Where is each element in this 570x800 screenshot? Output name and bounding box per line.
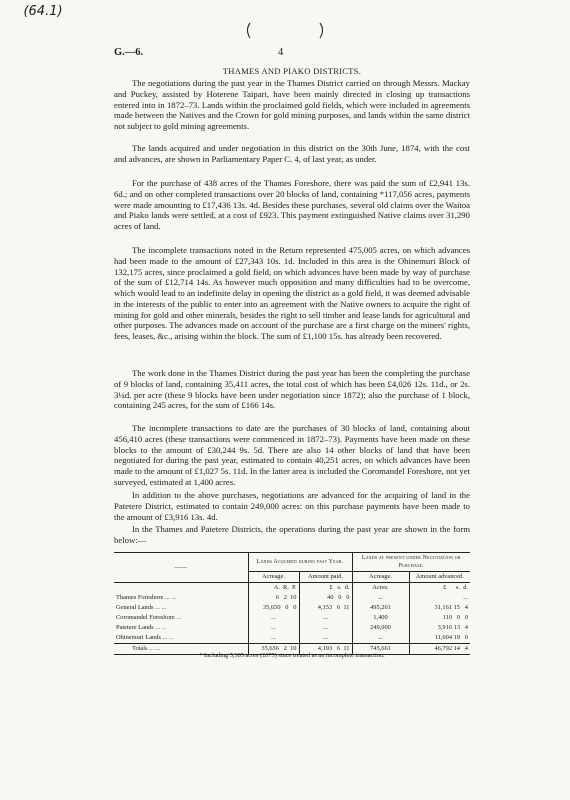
cell-amount-paid: 40 0 0 bbox=[299, 593, 352, 603]
col-amount-paid: Amount paid. bbox=[299, 572, 352, 583]
cell-amount-advanced: ... bbox=[463, 594, 468, 601]
total-acreage: 35,656 2 10 bbox=[248, 644, 299, 655]
totals-label: Totals bbox=[132, 645, 148, 652]
cell-amount-advanced: 110 0 0 bbox=[442, 614, 468, 621]
header-lands-acquired: Lands Acquired during past Year. bbox=[248, 553, 352, 572]
unit-arp: A. R. P. bbox=[248, 583, 299, 594]
handwritten-page-mark bbox=[242, 18, 328, 42]
col-amount-advanced: Amount advanced. bbox=[409, 572, 470, 583]
cell-amount-paid: ... bbox=[299, 613, 352, 623]
row-label: Patetere Lands bbox=[116, 624, 154, 631]
col-acreage: Acreage. bbox=[248, 572, 299, 583]
table-row bbox=[114, 613, 470, 623]
footnote: * Including 5,305 acres (£675) since treated as an incomplete transaction. bbox=[199, 652, 385, 659]
cell-amount-paid: 4,153 6 11 bbox=[299, 603, 352, 613]
cell-amount-advanced: 3,916 13 4 bbox=[437, 624, 468, 631]
row-leader-dots: ... ... bbox=[155, 624, 167, 631]
handwritten-page-number: (64.1) bbox=[23, 4, 63, 19]
section-heading: THAMES AND PIAKO DISTRICTS. bbox=[222, 66, 362, 76]
row-label: Ohinemuri Lands bbox=[116, 634, 161, 641]
cell-amount-advanced: 31,161 15 4 bbox=[434, 604, 468, 611]
total-amount-advanced: 46,792 14 4 bbox=[409, 644, 470, 655]
paragraph-foreshore-purchase: For the purchase of 438 acres of the Thames Foreshore, there was paid the sum of £2,941 13s. 6d.; and on other completed transactions over 20 blocks of land, containing *117,056 acres, payments were made amounting to £17,436 13s. 4d. Besides these purchases, several old claims over the Waitoa and Piako lands were settled, at a cost of £923. This payment extinguished Native claims over 31,290 acres of land. bbox=[114, 178, 470, 231]
unit-lsd: £ s. d. bbox=[299, 583, 352, 594]
paragraph-incomplete-transactions: The incomplete transactions noted in the Return represented 475,005 acres, on which advances had been made to the amount of £27,343 10s. 1d. Included in this area is the Ohinemuri Block of 132,175 acres, since proclaimed a gold field, on which advances have been made by way of purchase of the sum of £12,714 14s. As however much opposition and many difficulties had to be overcome, which would lead to an indefinite delay in opening the district as a gold field, it was deemed advisable in the interests of the public to enter into an agreement with the Native owners to acquire the right of mining for gold and other minerals, besides the right to sell timber and lease lands for agricultural and other purposes. The advances made on account of the purchase are a first charge on the miners' rights, fees, leases, &c., arising within the block. The sum of £1,100 15s. has already been recovered. bbox=[114, 245, 470, 341]
table-group-header-row bbox=[114, 553, 470, 572]
cell-acreage: ... bbox=[248, 623, 299, 633]
page-number: 4 bbox=[278, 47, 284, 58]
cell-amount-paid: ... bbox=[299, 623, 352, 633]
cell-acreage-negotiation: ... bbox=[352, 593, 409, 603]
cell-acreage: ... bbox=[248, 633, 299, 644]
cell-acreage: 35,650 0 0 bbox=[248, 603, 299, 613]
cell-acreage-negotiation: ... bbox=[352, 633, 409, 644]
paragraph-negotiations: The negotiations during the past year in the Thames District carried on through Messrs. Mackay and Puckey, assisted by Hoterene Taipari, have been mainly directed in closing up transactions entered into in 1872–73. Lands within the proclaimed gold fields, which were included in agreements made between the Natives and the Crown for gold mining purposes, and lands within the same district not subject to gold mining agreements. bbox=[114, 78, 470, 131]
total-acreage-negotiation: 745,661 bbox=[352, 644, 409, 655]
paragraph-work-done: The work done in the Thames District during the past year has been the completing the purchase of 9 blocks of land, containing 35,411 acres, the total cost of which has been £4,026 12s. 11d., or 2s. 3¼d. per acre (these 9 blocks have been under negotiation since 1872); also the purchase of 1 block, containing 245 acres, for the sum of £166 14s. bbox=[114, 368, 470, 411]
row-leader-dots: ... bbox=[171, 594, 177, 601]
row-leader-dots: ... ... bbox=[162, 634, 174, 641]
units-row bbox=[114, 583, 470, 594]
header-under-negotiation: Lands at present under Negotiation or Purchase. bbox=[352, 553, 470, 572]
paper-reference: G.—6. bbox=[114, 47, 144, 58]
total-amount-paid: 4,193 6 11 bbox=[299, 644, 352, 655]
paragraph-incomplete-to-date: The incomplete transactions to date are the purchases of 30 blocks of land, containing about 456,410 acres (these transactions were commenced in 1872–73). Payments have been made on these blocks to the amount of £30,244 9s. 5d. There are also 14 other blocks of land that have been negotiated for during the past year, estimated to contain 40,251 acres, on which advances have been made to the amount of £1,027 5s. 11d. In the latter area is included the Coromandel Foreshore, not yet surveyed, estimated at 1,400 acres. bbox=[114, 423, 470, 487]
paragraph-form-intro: In the Thames and Patetere Districts, the operations during the past year are shown in the form below:— bbox=[114, 524, 470, 545]
cell-amount-advanced: 11,604 19 0 bbox=[434, 634, 468, 641]
row-label: Coromandel Foreshore bbox=[116, 614, 175, 621]
cell-acreage: ... bbox=[248, 613, 299, 623]
table-row bbox=[114, 633, 470, 644]
paragraph-patetere: In addition to the above purchases, negotiations are advanced for the acquiring of land in the Patetere District, estimated to contain 249,000 acres: on this purchase payments have been made to the amount of £3,916 13s. 4d. bbox=[114, 490, 470, 522]
operations-table bbox=[114, 552, 470, 655]
cell-amount-paid: ... bbox=[299, 633, 352, 644]
table-row bbox=[114, 603, 470, 613]
col-acreage-negotiation: Acreage. bbox=[352, 572, 409, 583]
row-leader-dots: ... bbox=[176, 614, 182, 621]
table-row bbox=[114, 623, 470, 633]
unit-lsd-advanced: £ s. d. bbox=[443, 584, 468, 591]
unit-acres: Acres. bbox=[352, 583, 409, 594]
paragraph-lands-acquired: The lands acquired and under negotiation in this district on the 30th June, 1874, with the cost and advances, are shown in Parliamentary Paper C. 4, of last year, as under. bbox=[114, 143, 470, 164]
row-label: Thames Foreshore ... bbox=[116, 594, 170, 601]
table-row bbox=[114, 593, 470, 603]
row-leader-dots: ... ... bbox=[149, 645, 161, 652]
cell-acreage: 6 2 10 bbox=[248, 593, 299, 603]
stub-header: —— bbox=[114, 553, 248, 583]
row-leader-dots: ... ... bbox=[155, 604, 167, 611]
row-label: General Lands bbox=[116, 604, 154, 611]
cell-acreage-negotiation: 495,261 bbox=[352, 603, 409, 613]
cell-acreage-negotiation: 249,000 bbox=[352, 623, 409, 633]
cell-acreage-negotiation: 1,400 bbox=[352, 613, 409, 623]
